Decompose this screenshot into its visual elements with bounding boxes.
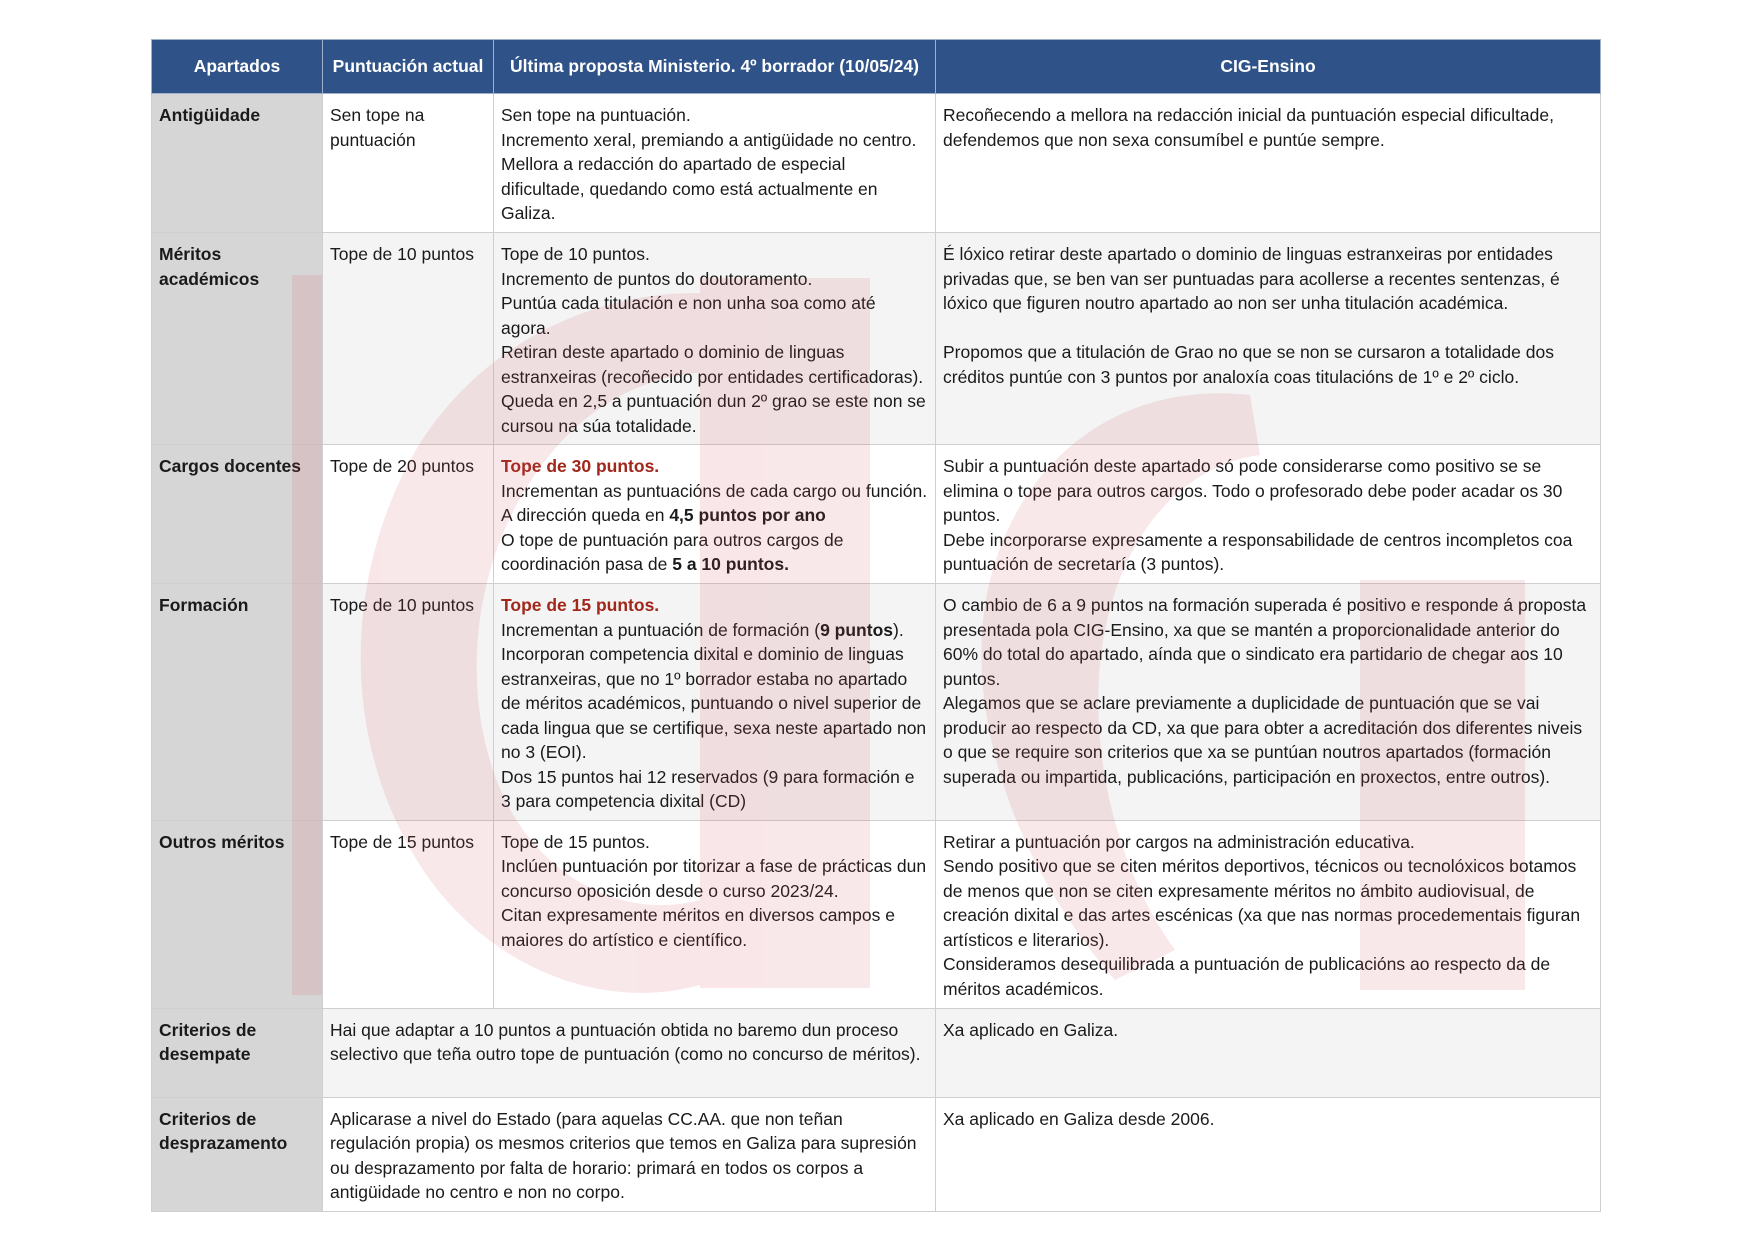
text-line: Consideramos desequilibrada a puntuación de publicacións ao respecto da de méritos académicos. <box>943 954 1551 999</box>
cig-cell <box>936 584 1601 821</box>
row-formacion <box>152 584 1601 821</box>
text-line: Incrementan as puntuacións de cada cargo ou función. A dirección queda en 4,5 puntos por ano <box>501 480 928 525</box>
text-line: Subir a puntuación deste apartado só pode considerarse como positivo se se elimina o tope para outros cargos. Todo o profesorado debe poder acadar os 30 puntos. <box>943 456 1563 525</box>
text-line: Puntúa cada titulación e non unha soa como até agora. <box>501 293 876 338</box>
ministerio-cell <box>494 820 936 1008</box>
text-line: O tope de puntuación para outros cargos de coordinación pasa de 5 a 10 puntos. <box>501 529 844 574</box>
actual-cell: Tope de 10 puntos <box>323 584 494 821</box>
text-line: Incrementan a puntuación de formación (9 puntos). <box>501 619 904 640</box>
actual-cell: Sen tope na puntuación <box>323 94 494 233</box>
text-line: Debe incorporarse expresamente a responsabilidade de centros incompletos coa puntuación de secretaría (3 puntos). <box>943 529 1573 574</box>
header-apartados: Apartados <box>152 40 323 94</box>
text-line: Incremento xeral, premiando a antigüidade no centro. Mellora a redacción do apartado de especial dificultade, quedando como está actualmente en Galiza. <box>501 129 917 223</box>
actual-cell: Tope de 20 puntos <box>323 445 494 584</box>
row-criterios-desempate <box>152 1008 1601 1097</box>
text-line: Propomos que a titulación de Grao no que se non se cursaron a totalidade dos créditos puntúe con 3 puntos por analoxía coas titulacións de 1º e 2º ciclo. <box>943 342 1554 387</box>
text-line: Dos 15 puntos hai 12 reservados (9 para formación e 3 para competencia dixital (CD) <box>501 766 915 811</box>
actual-cell: Tope de 10 puntos <box>323 233 494 445</box>
text-line: Inclúen puntuación por titorizar a fase de prácticas dun concurso oposición desde o curso 2023/24. <box>501 856 927 901</box>
row-label: Antigüidade <box>152 94 323 233</box>
text-line: Tope de 15 puntos. <box>501 831 650 852</box>
ministerio-cell <box>494 445 936 584</box>
text-line: É lóxico retirar deste apartado o dominio de linguas estranxeiras por entidades privadas que, se ben van ser puntuadas para acollerse a recentes sentenzas, é lóxico que figuren noutro apartado ao non ser unha titulación académica. <box>943 244 1560 313</box>
row-criterios-desprazamento <box>152 1097 1601 1211</box>
row-label: Criterios de desprazamento <box>152 1097 323 1211</box>
row-outros-meritos <box>152 820 1601 1008</box>
cig-cell: Xa aplicado en Galiza desde 2006. <box>936 1097 1601 1211</box>
bold-value: 9 puntos <box>820 619 893 640</box>
bold-value: 5 a 10 puntos. <box>672 554 789 574</box>
ministerio-cell <box>494 94 936 233</box>
highlight-text: Tope de 15 puntos. <box>501 595 660 615</box>
ministerio-cell <box>494 584 936 821</box>
bold-value: 4,5 puntos por ano <box>669 505 826 525</box>
row-label: Formación <box>152 584 323 821</box>
row-label: Criterios de desempate <box>152 1008 323 1097</box>
cig-cell <box>936 94 1601 233</box>
cig-cell <box>936 233 1601 445</box>
actual-cell: Tope de 15 puntos <box>323 820 494 1008</box>
text-line: Incremento de puntos do doutoramento. <box>501 268 813 289</box>
merged-cell: Aplicarase a nivel do Estado (para aquelas CC.AA. que non teñan regulación propia) os mesmos criterios que temos en Galiza para supresión ou desprazamento por falta de horario: primará en todos os corpos a antigüidade no centro e non no corpo. <box>323 1097 936 1211</box>
header-puntuacion-actual: Puntuación actual <box>323 40 494 94</box>
text-line: Incorporan competencia dixital e dominio de linguas estranxeiras, que no 1º borrador estaba no apartado de méritos académicos, puntuando o nivel superior de cada lingua que se certifique, sexa neste apartado non no 3 (EOI). <box>501 644 927 762</box>
row-cargos-docentes <box>152 445 1601 584</box>
text-line: Citan expresamente méritos en diversos campos e maiores do artístico e científico. <box>501 905 895 950</box>
text-line: Recoñecendo a mellora na redacción inicial da puntuación especial dificultade, defendemos que non sexa consumíbel e puntúe sempre. <box>943 105 1554 150</box>
text-line: Sen tope na puntuación. <box>501 105 691 125</box>
header-ministerio: Última proposta Ministerio. 4º borrador (10/05/24) <box>494 40 936 94</box>
header-cig-ensino: CIG-Ensino <box>936 40 1601 94</box>
text-line: Retirar a puntuación por cargos na administración educativa. <box>943 831 1415 852</box>
row-label: Méritos académicos <box>152 233 323 445</box>
text-line: O cambio de 6 a 9 puntos na formación superada é positivo e responde á proposta presentada pola CIG-Ensino, xa que se mantén a proporcionalidade anterior do 60% do total do apartado, aínda que o sindicato era partidario de chegar aos 10 puntos. <box>943 595 1587 689</box>
header-row <box>152 40 1601 94</box>
row-antiguidade <box>152 94 1601 233</box>
ministerio-cell <box>494 233 936 445</box>
cig-cell: Xa aplicado en Galiza. <box>936 1008 1601 1097</box>
text-line: Sendo positivo que se citen méritos deportivos, técnicos ou tecnolóxicos botamos de menos que non se citen expresamente méritos no ámbito audiovisual, de creación dixital e das artes escénicas (xa que nas normas procedementais figuran artísticos e literarios). <box>943 856 1581 950</box>
comparison-table <box>151 39 1601 1212</box>
cig-cell <box>936 820 1601 1008</box>
cig-cell <box>936 445 1601 584</box>
row-label: Cargos docentes <box>152 445 323 584</box>
text-line: Retiran deste apartado o dominio de linguas estranxeiras (recoñecido por entidades certificadoras). Queda en 2,5 a puntuación dun 2º grao se este non se cursou na súa totalidade. <box>501 342 926 436</box>
row-label: Outros méritos <box>152 820 323 1008</box>
text-line: Alegamos que se aclare previamente a duplicidade de puntuación que se vai producir ao respecto da CD, xa que para obter a acreditación dos diferentes niveis o que se require son criterios que xa se puntúan noutros apartados (formación superada ou impartida, publicacións, participación en proxectos, entre outros). <box>943 693 1583 787</box>
highlight-text: Tope de 30 puntos. <box>501 456 660 476</box>
row-meritos-academicos <box>152 233 1601 445</box>
merged-cell: Hai que adaptar a 10 puntos a puntuación obtida no baremo dun proceso selectivo que teña outro tope de puntuación (como no concurso de méritos). <box>323 1008 936 1097</box>
text-line: Tope de 10 puntos. <box>501 244 650 264</box>
